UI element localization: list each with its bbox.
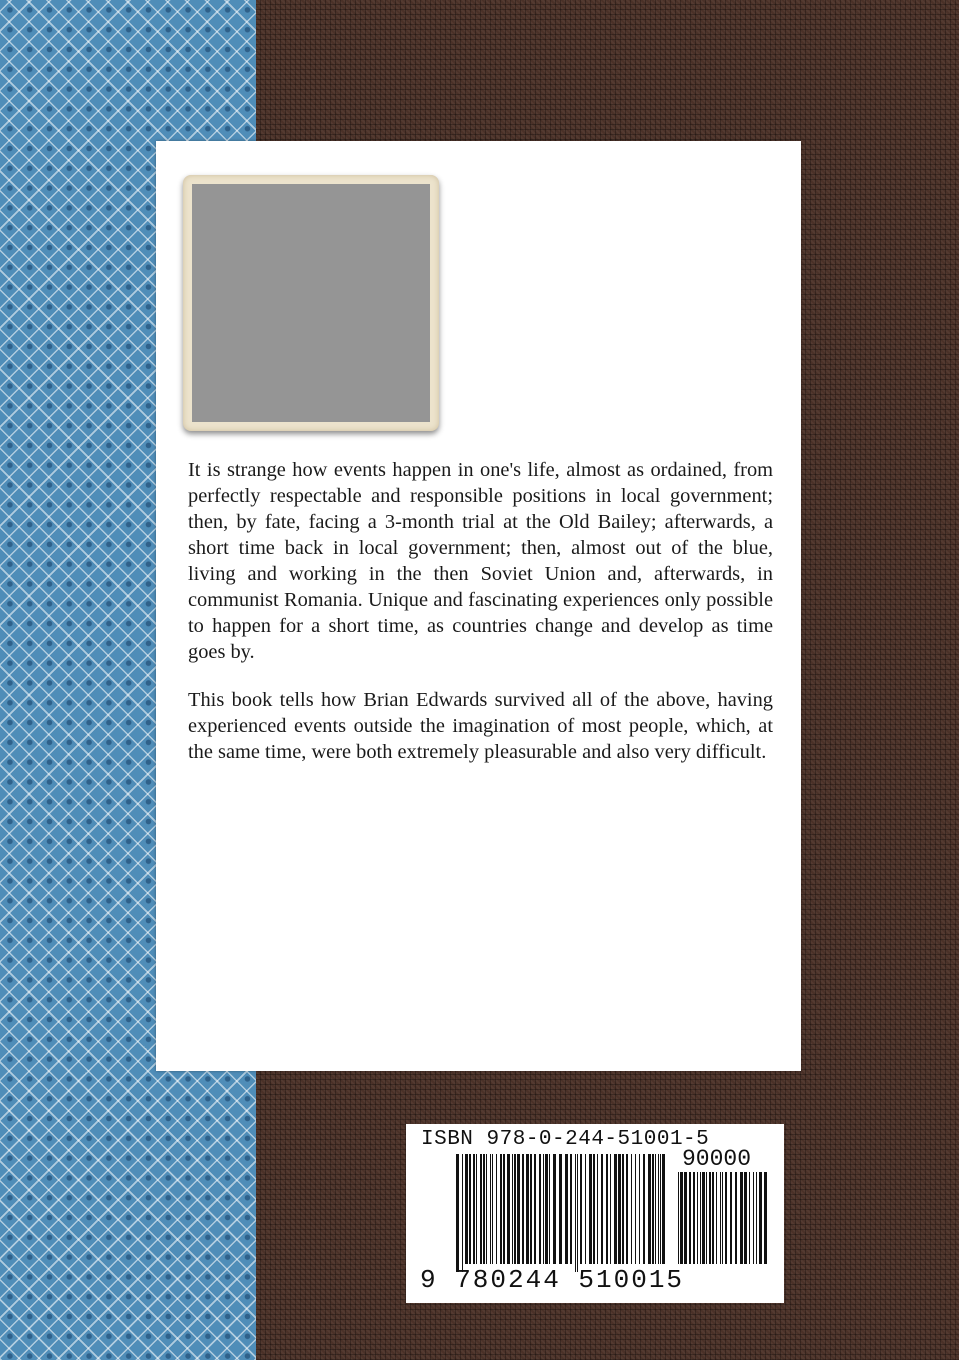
isbn-barcode — [406, 1124, 784, 1303]
blurb-paragraph-2: This book tells how Brian Edwards survived all of the above, having experienced events outside the imagination of most people, which, at the same time, were both extremely pleasurable and also very difficult. — [188, 689, 773, 763]
content-panel — [156, 141, 801, 1071]
price-code: 90000 — [682, 1146, 752, 1172]
blurb-text — [188, 457, 773, 787]
isbn-label: ISBN 978-0-244-51001-5 — [421, 1128, 710, 1151]
author-photo-placeholder — [192, 184, 430, 422]
ean13-bars — [456, 1154, 668, 1272]
blurb-paragraph-1: It is strange how events happen in one's life, almost as ordained, from perfectly respectable and responsible positions in local government; then, by fate, facing a 3-month trial at the Old Bailey; afterwards, a short time back in local government; then, almost out of the blue, living and working in the then Soviet Union and, afterwards, in communist Romania. Unique and fascinating experiences only possible to happen for a short time, as countries change and develop as time goes by. — [188, 459, 773, 663]
addon-bars — [678, 1172, 770, 1264]
ean-digits: 9 780244 510015 — [420, 1265, 685, 1295]
author-photo-frame — [183, 175, 439, 431]
